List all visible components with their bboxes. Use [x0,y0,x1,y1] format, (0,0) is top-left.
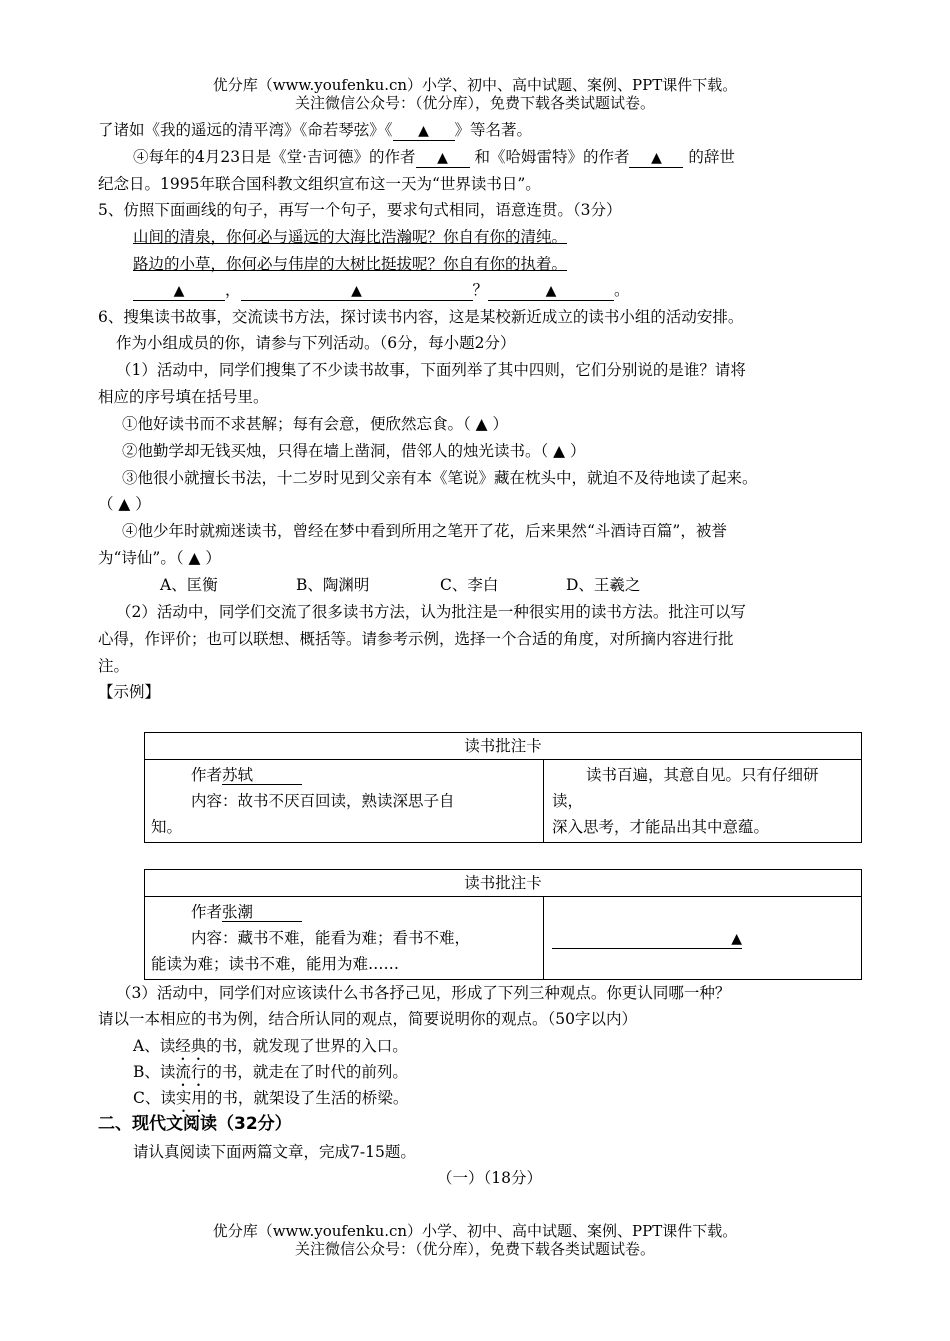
q6-part1-line-2: 相应的序号填在括号里。 [98,388,269,406]
q6-story-4: ④他少年时就痴迷读书，曾经在梦中看到所用之笔开了花，后来果然“斗酒诗百篇”，被誉 [122,522,727,540]
annotation-card-example [144,732,862,843]
q6-story-2: ②他勤学却无钱买烛，只得在墙上凿洞，借邻人的烛光读书。（ ▲ ） [122,442,586,460]
card-note-answer-line [552,925,857,951]
footer-line-2: 关注微信公众号：（优分库），免费下载各类试题试卷。 [294,1240,655,1258]
card-author-line: 作者张潮 [151,899,539,925]
q5-sample-sentence-1: 山间的清泉，你何必与遥远的大海比浩瀚呢？你自有你的清纯。 [133,228,568,246]
q6-part3-line-2: 请以一本相应的书为例，结合所认同的观点，简要说明你的观点。（50字以内） [98,1010,637,1028]
q5-answer-line: ▲ ， ▲ ？ ▲ 。 [133,280,630,301]
section-2-instruction: 请认真阅读下面两篇文章，完成7-15题。 [133,1143,416,1161]
q5-sample-sentence-2: 路边的小草，你何必与伟岸的大树比挺拔呢？你自有你的执着。 [133,255,568,273]
q6-story-1: ①他好读书而不求甚解；每有会意，便欣然忘食。（ ▲ ） [122,415,509,433]
card-author: 苏轼 [222,766,302,785]
q6-option-a: A、匡衡 [160,576,218,594]
q6-intro-2: 作为小组成员的你，请参与下列活动。（6分，每小题2分） [116,334,516,352]
card-author: 张潮 [222,903,302,922]
view-c: C、读实用的书，就架设了生活的桥梁。 [133,1089,409,1107]
card-content-2: 知。 [151,818,183,836]
header-line-1: 优分库（www.youfenku.cn）小学、初中、高中试题、案例、PPT课件下载。 [212,76,738,94]
q6-part2-line-3: 注。 [98,657,130,675]
card-content-1: 内容：藏书不难，能看为难；看书不难， [191,929,471,947]
footer-line-1: 优分库（www.youfenku.cn）小学、初中、高中试题、案例、PPT课件下载。 [212,1222,738,1240]
q6-part2-line-2: 心得，作评价；也可以联想、概括等。请参考示例，选择一个合适的角度，对所摘内容进行批 [98,630,734,648]
card-content-1: 内容：故书不厌百回读，熟读深思子自 [191,792,455,810]
q6-story-3: ③他很小就擅长书法，十二岁时见到父亲有本《笔说》藏在枕头中，就迫不及待地读了起来。 [122,469,758,487]
q5-prompt: 5、仿照下面画线的句子，再写一个句子，要求句式相同，语意连贯。（3分） [98,201,622,219]
card-title: 读书批注卡 [145,870,862,897]
card-left-cell [145,897,544,980]
q6-option-c: C、李白 [440,576,499,594]
annotation-card-answer [144,869,862,980]
view-b: B、读流行的书，就走在了时代的前列。 [133,1063,408,1081]
section-2-part-label: （一）（18分） [437,1169,542,1187]
card-note-1: 读书百遍，其意自见。只有仔细研 [586,766,819,784]
q4-answer-blank-3[interactable]: ▲ [629,148,683,168]
q6-part1-line-1: （1）活动中，同学们搜集了不少读书故事，下面列举了其中四则，它们分别说的是谁？请将 [116,361,746,379]
view-a: A、读经典的书，就发现了世界的入口。 [133,1037,408,1055]
card-note-3: 深入思考，才能品出其中意蕴。 [552,818,770,836]
q5-answer-blank-2[interactable]: ▲ [241,281,473,301]
q6-intro-1: 6、搜集读书故事，交流读书方法，探讨读书内容，这是某校新近成立的读书小组的活动安排。 [98,308,744,326]
card-note-cell [544,897,862,980]
q4-answer-blank-2[interactable]: ▲ [416,148,470,168]
q6-story-4-cont: 为“诗仙”。（ ▲ ） [98,549,221,567]
card-content-2: 能读为难；读书不难，能用为难…… [151,955,400,973]
q5-answer-blank-3[interactable]: ▲ [488,281,614,301]
q6-part2-line-1: （2）活动中，同学们交流了很多读书方法，认为批注是一种很实用的读书方法。批注可以写 [116,603,746,621]
q6-story-3-answer: （ ▲ ） [98,495,151,513]
q4-line-2: ④每年的4月23日是《堂·吉诃德》的作者 ▲ 和《哈姆雷特》的作者 ▲ 的辞世 [133,148,735,166]
q4-answer-blank-1[interactable]: ▲ [393,121,455,141]
section-2-title: 二、现代文阅读（32分） [98,1114,292,1134]
q5-answer-blank-1[interactable]: ▲ [133,281,225,301]
card-author-line: 作者苏轼 [151,762,539,788]
q4-line-1: 了诸如《我的遥远的清平湾》《命若琴弦》《 ▲ 》等名著。 [98,121,533,139]
q6-part3-line-1: （3）活动中，同学们对应该读什么书各抒己见，形成了下列三种观点。你更认同哪一种？ [116,984,731,1002]
card-left-cell [145,760,544,843]
card-note-cell [544,760,862,843]
card-note-2: 读， [552,792,584,810]
example-label: 【示例】 [98,683,161,701]
card-title: 读书批注卡 [145,733,862,760]
card-note-answer-blank[interactable]: ▲ [552,929,742,949]
q6-option-d: D、王羲之 [566,576,641,594]
q6-option-b: B、陶渊明 [296,576,370,594]
header-line-2: 关注微信公众号：（优分库），免费下载各类试题试卷。 [294,94,655,112]
q4-line-3: 纪念日。1995年联合国科教文组织宣布这一天为“世界读书日”。 [98,175,541,193]
